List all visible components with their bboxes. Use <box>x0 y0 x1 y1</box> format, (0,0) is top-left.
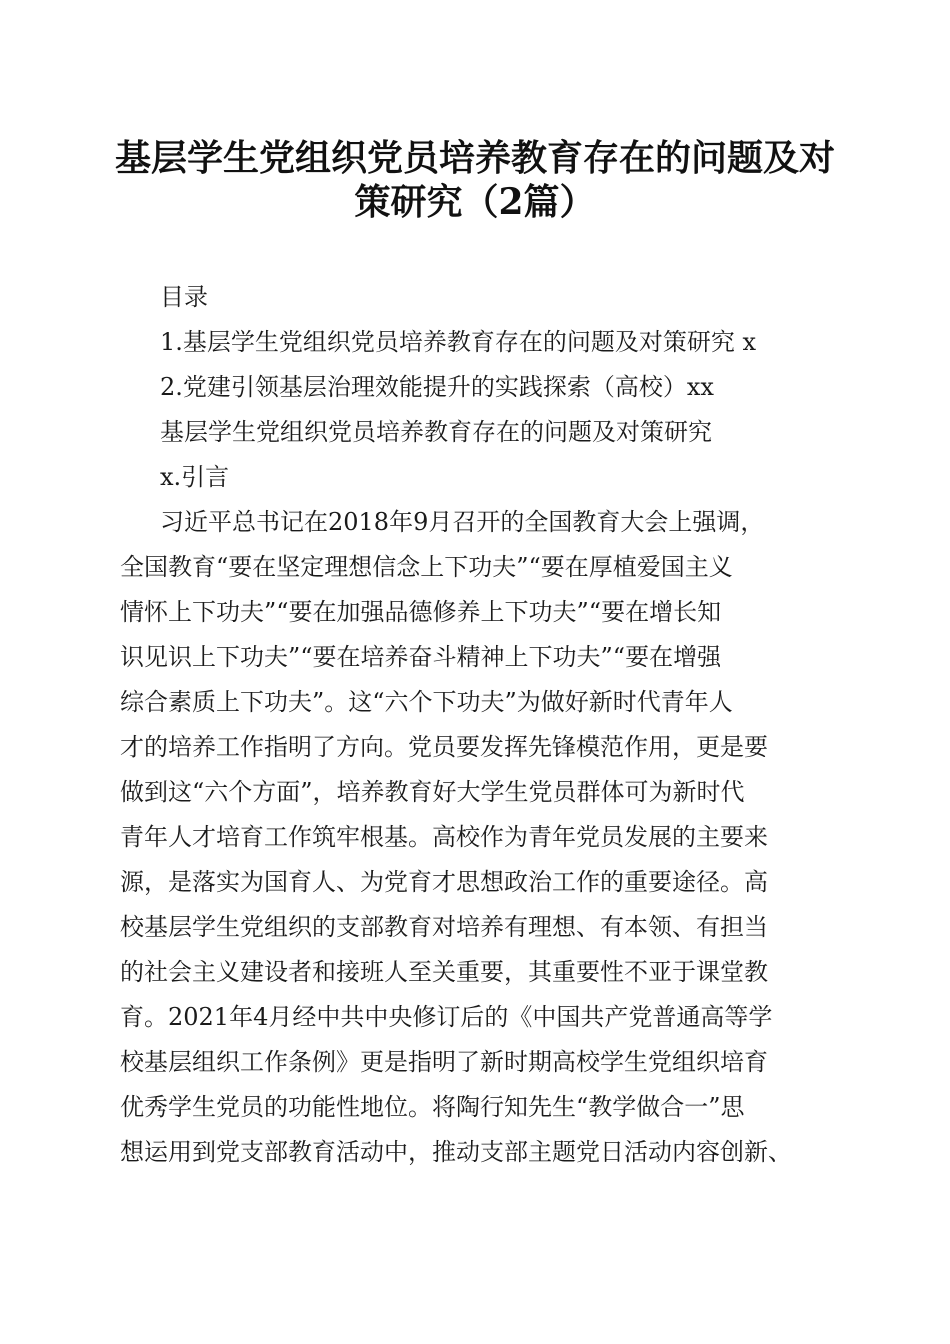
document-title-line-2: 策研究（2篇） <box>354 181 596 223</box>
document-title-line-1: 基层学生党组织党员培养教育存在的问题及对 <box>114 137 835 179</box>
body-line: 做到这“六个方面”，培养教育好大学生党员群体可为新时代 <box>120 778 745 806</box>
body-line: 育。2021年4月经中共中央修订后的《中国共产党普通高等学 <box>120 1003 773 1031</box>
body-line: 校基层组织工作条例》更是指明了新时期高校学生党组织培育 <box>120 1048 768 1076</box>
body-line: 源，是落实为国育人、为党育才思想政治工作的重要途径。高 <box>120 868 768 896</box>
section-title: 基层学生党组织党员培养教育存在的问题及对策研究 <box>160 418 712 446</box>
body-line: 识见识上下功夫”“要在培养奋斗精神上下功夫”“要在增强 <box>120 643 722 671</box>
toc-item-2: 2.党建引领基层治理效能提升的实践探索（高校）xx <box>160 373 714 401</box>
body-line: 才的培养工作指明了方向。党员要发挥先锋模范作用，更是要 <box>120 733 768 761</box>
body-line: 校基层学生党组织的支部教育对培养有理想、有本领、有担当 <box>120 913 768 941</box>
body-line: 全国教育“要在坚定理想信念上下功夫”“要在厚植爱国主义 <box>120 553 733 581</box>
body-line: 习近平总书记在2018年9月召开的全国教育大会上强调， <box>160 508 765 536</box>
section-subheading: x.引言 <box>160 463 230 491</box>
body-line: 综合素质上下功夫”。这“六个下功夫”为做好新时代青年人 <box>120 688 733 716</box>
body-line: 想运用到党支部教育活动中，推动支部主题党日活动内容创新、 <box>120 1138 792 1166</box>
body-line: 情怀上下功夫”“要在加强品德修养上下功夫”“要在增长知 <box>120 598 722 626</box>
body-line: 的社会主义建设者和接班人至关重要，其重要性不亚于课堂教 <box>120 958 768 986</box>
body-line: 优秀学生党员的功能性地位。将陶行知先生“教学做合一”思 <box>120 1093 745 1121</box>
toc-item-1: 1.基层学生党组织党员培养教育存在的问题及对策研究 x <box>160 328 757 356</box>
toc-heading: 目录 <box>160 283 208 311</box>
body-line: 青年人才培育工作筑牢根基。高校作为青年党员发展的主要来 <box>120 823 768 851</box>
